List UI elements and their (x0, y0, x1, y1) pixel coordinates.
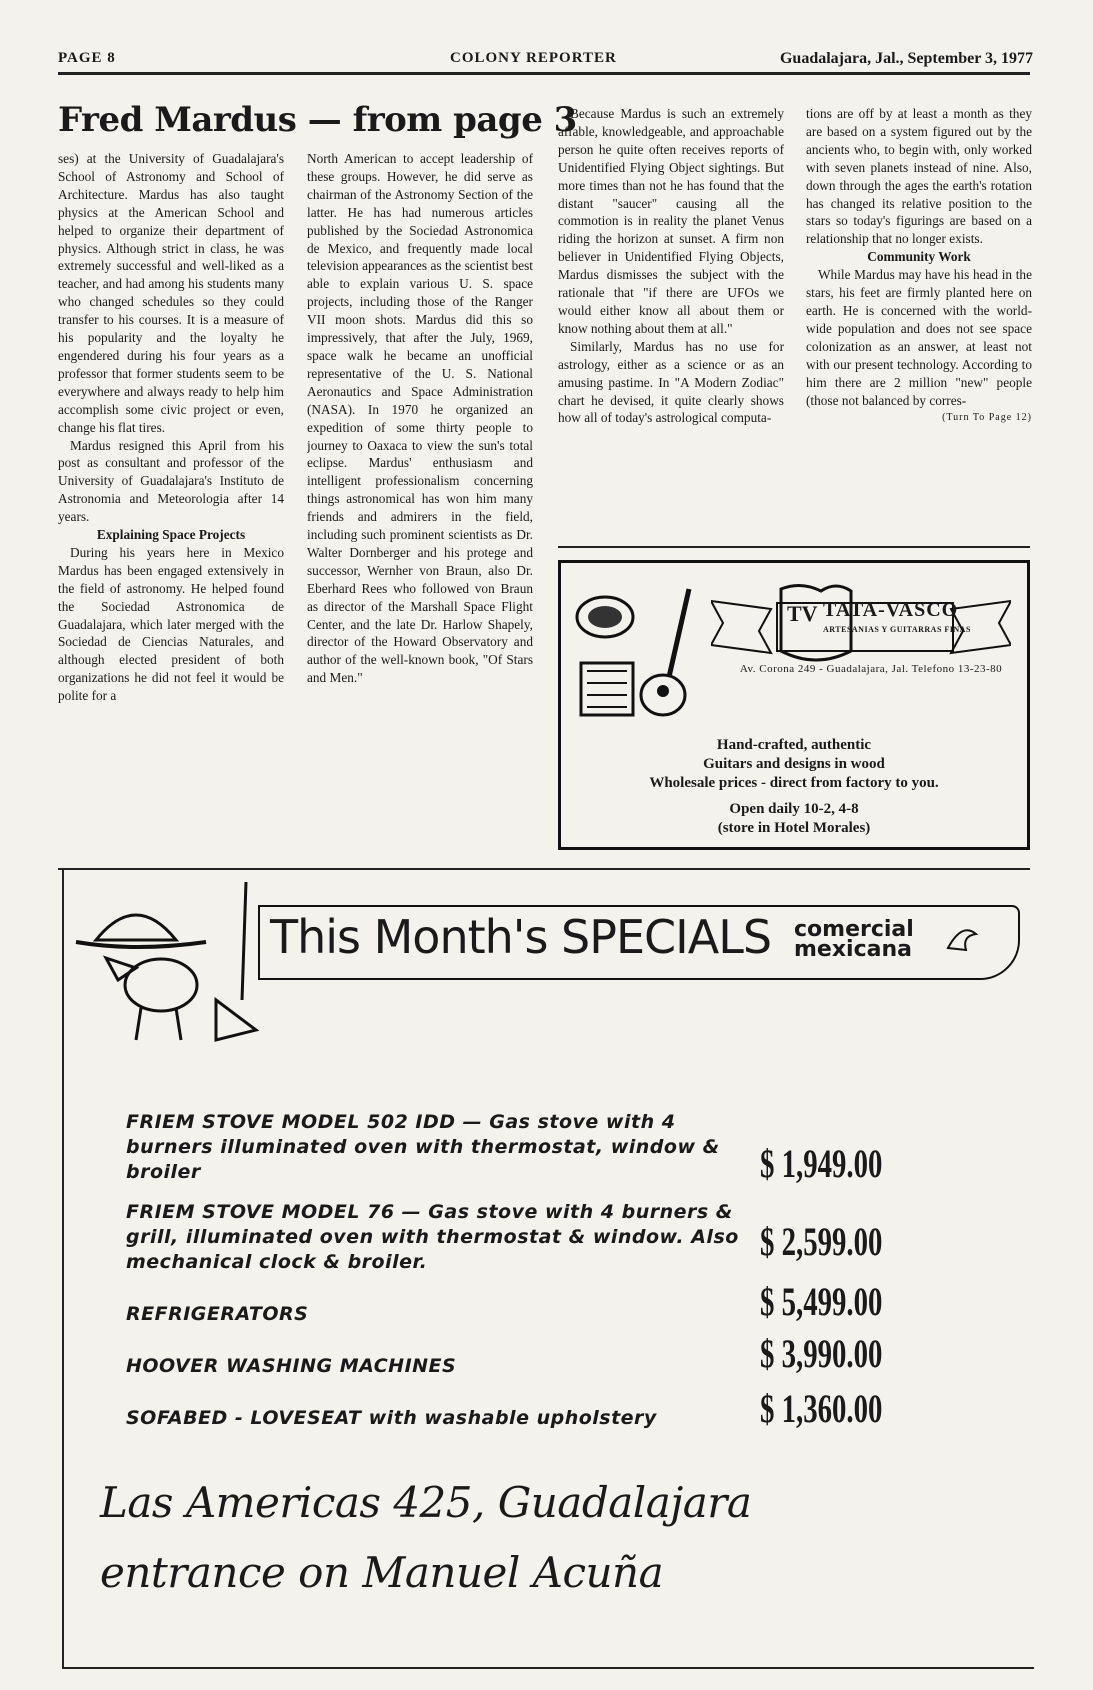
tata-brand: TATA-VASCO (823, 599, 959, 621)
brand-bottom: mexicana (794, 937, 912, 962)
ad-line-3: Wholesale prices - direct from factory to you. (649, 775, 939, 791)
specials-left-rule (62, 868, 64, 1668)
special-item: SOFABED - LOVESEAT with washable upholstery (126, 1407, 657, 1429)
tata-address: Av. Corona 249 - Guadalajara, Jal. Telefono 13-23-80 (739, 663, 1003, 675)
tata-tagline: ARTESANIAS Y GUITARRAS FINAS (823, 625, 971, 634)
issue-date: Guadalajara, Jal., September 3, 1977 (779, 50, 1033, 67)
specials-title: This Month's SPECIALS (270, 910, 772, 964)
tata-monogram: TV (787, 601, 818, 626)
special-price: $ 3,990.00 (760, 1331, 883, 1376)
specials-top-rule (58, 868, 1030, 870)
article-column-1 (58, 150, 284, 850)
paragraph: ses) at the University of Guadalajara's School of Astronomy and School of Architecture. Mardus has also taught physics at the American School and helped to organize their department of physics. Although strict in class, he was extremely successful and well-liked as a teacher, and had among his students many who changed schedules so they could transfer to his courses. It is a measure of his popularity and the loyalty he engendered during his four years as a professor that former students seem to be everywhere and always ready to help him accomplish some civic project or even, change his flat tires. (58, 151, 284, 435)
article-end-rule (558, 546, 1030, 548)
subheading: Community Work (867, 249, 971, 265)
special-item: FRIEM STOVE MODEL 502 IDD — Gas stove with 4 burners illuminated oven with thermostat, window & broiler (126, 1111, 720, 1183)
article-headline: Fred Mardus — from page 3 (58, 100, 577, 140)
article-column-3 (558, 105, 784, 543)
article-column-4 (806, 105, 1032, 545)
paragraph: tions are off by at least a month as they are based on a system figured out by the ancients who, to begin with, only worked with seven planets instead of nine. Also, down through the ages the earth's rotation has changed its relative position to the stars so today's figurings are based on a relationship that no longer exists. (806, 106, 1032, 247)
page-number: PAGE 8 (58, 50, 116, 66)
ad-line-4: Open daily 10-2, 4-8 (729, 801, 859, 817)
special-item: HOOVER WASHING MACHINES (126, 1355, 457, 1377)
ad-line-5: (store in Hotel Morales) (717, 820, 871, 836)
continuation-note: (Turn To Page 12) (942, 412, 1032, 424)
paragraph: During his years here in Mexico Mardus has been engaged extensively in the field of astronomy. He helped found the Sociedad Astronomica de Guadalajara, which later merged with the Sociedad de Ciencias Naturales, and although elected president of both organizations he did not feel it would be polite for a (58, 544, 284, 704)
header-rule (58, 72, 1030, 75)
special-price: $ 1,949.00 (760, 1141, 883, 1186)
store-address-line-2: entrance on Manuel Acuña (100, 1548, 664, 1597)
ad-line-1: Hand-crafted, authentic (716, 737, 872, 753)
comercial-mexicana-logo (794, 917, 914, 962)
newspaper-name: COLONY REPORTER (450, 50, 617, 66)
ad-line-2: Guitars and designs in wood (703, 756, 885, 772)
paragraph: Similarly, Mardus has no use for astrology, either as a science or as an amusing pastime. In "A Modern Zodiac" chart he devised, it quite clearly shows how all of today's astrological computa- (558, 338, 784, 426)
paragraph: While Mardus may have his head in the stars, his feet are firmly planted here on earth. He is concerned with the world-wide population and does not see space colonization as an answer, at least not with our present technology. According to him there are 2 million "new" people (those not balanced by corres- (806, 267, 1032, 408)
special-price: $ 5,499.00 (760, 1279, 883, 1324)
paragraph: Mardus resigned this April from his post as consultant and professor of the University of Guadalajara's Instituto de Astronomia and Meteorologia after 14 years. (58, 437, 284, 525)
specials-bottom-rule (62, 1667, 1034, 1669)
pelican-icon (942, 918, 982, 958)
special-item: REFRIGERATORS (126, 1303, 309, 1325)
special-item: FRIEM STOVE MODEL 76 — Gas stove with 4 burners & grill, illuminated oven with thermostat & window. Also mechanical clock & broiler. (126, 1201, 739, 1273)
mariachi-pelican-illustration (66, 880, 266, 1060)
special-price: $ 2,599.00 (760, 1219, 883, 1264)
paragraph: North American to accept leadership of these groups. However, he did serve as chairman of the Astronomy Section of the latter. He has had numerous articles published by the Sociedad Astronomica de Mexico, and frequently made local television appearances as the scientist best able to explain various U. S. space projects, including those of the Ranger VII moon shots. Mardus did this so impressively, that after the July, 1969, space walk he became an unofficial representative of the U. S. National Aeronautics and Space Administration (NASA). In 1970 he organized an expedition of some thirty people to journey to Oaxaca to view the sun's total eclipse. Mardus' enthusiasm and intelligent professionalism concerning things astronomical has won him many friends and admirers in the field, including such prominent scientists as Dr. Walter Dornberger and his protege and successor, Wernher von Braun, also Dr. Eberhard Rees who followed von Braun as director of the Marshall Space Flight Center, and the late Dr. Harlow Shapely, director of the Howard Observatory and author of the well-known book, "Of Stars and Men." (307, 151, 533, 686)
guitar-crafts-illustration (571, 579, 701, 729)
store-address-line-1: Las Americas 425, Guadalajara (100, 1478, 752, 1527)
article-column-2 (307, 150, 533, 850)
subheading: Explaining Space Projects (96, 527, 246, 543)
special-price: $ 1,360.00 (760, 1386, 883, 1431)
brand-top: comercial (794, 917, 914, 942)
paragraph: Because Mardus is such an extremely affable, knowledgeable, and approachable person he quite often receives reports of Unidentified Flying Object sightings. But more times than not he has found that the distant "saucer" causing all the commotion is in reality the planet Venus riding the horizon at sunset. A firm non believer in Unidentified Flying Objects, Mardus dismisses the subject with the rationale that "if there are UFOs we would either know all about them or know nothing about them at all." (558, 106, 784, 336)
tata-vasco-ad (558, 560, 1030, 850)
